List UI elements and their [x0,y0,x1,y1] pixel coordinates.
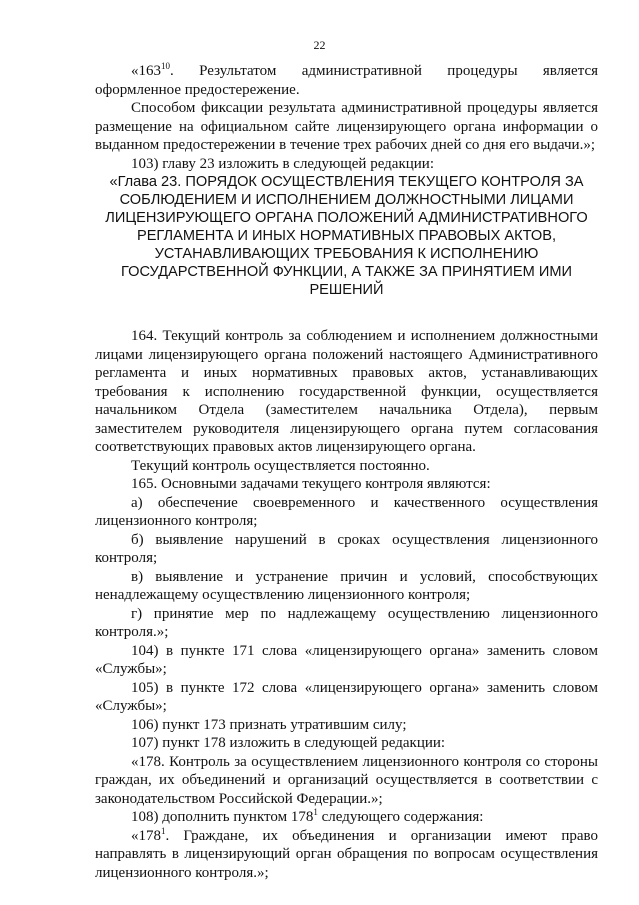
paragraph-178-1 [95,827,598,883]
paragraph-178: «178. Контроль за осуществлением лицензионного контроля со стороны граждан, их объединений и организаций осуществляется в соответствии с законодательством Российской Федерации.»; [95,753,598,807]
paragraph-103: 103) главу 23 изложить в следующей редакции: [131,155,434,172]
paragraph-text: «178 [131,827,161,844]
superscript: 1 [313,807,318,817]
superscript: 1 [161,825,166,836]
chapter-heading: «Глава 23. ПОРЯДОК ОСУЩЕСТВЛЕНИЯ ТЕКУЩЕГО КОНТРОЛЯ ЗА СОБЛЮДЕНИЕМ И ИСПОЛНЕНИЕМ ДОЛЖНОСТНЫМИ ЛИЦАМИ ЛИЦЕНЗИРУЮЩЕГО ОРГАНА ПОЛОЖЕНИЙ АДМИНИСТРАТИВНОГО РЕГЛАМЕНТА И ИНЫХ НОРМАТИВНЫХ ПРАВОВЫХ АКТОВ, УСТАНАВЛИВАЮЩИХ ТРЕБОВАНИЯ К ИСПОЛНЕНИЮ ГОСУДАРСТВЕННОЙ ФУНКЦИИ, А ТАКЖЕ ЗА ПРИНЯТИЕМ ИМИ РЕШЕНИЙ [105,174,588,298]
paragraph-165-a: а) обеспечение своевременного и качественного осуществления лицензионного контроля; [95,494,598,529]
superscript: 10 [161,61,170,71]
paragraph-text: . Результатом административной процедуры является оформленное предостережение. [95,63,598,98]
paragraph-current-control: Текущий контроль осуществляется постоянно. [131,457,430,474]
paragraph-165-v: в) выявление и устранение причин и условий, способствующих ненадлежащему осуществлению лицензионного контроля; [95,568,598,603]
paragraph-165-b: б) выявление нарушений в сроках осуществления лицензионного контроля; [95,531,598,566]
paragraph-107: 107) пункт 178 изложить в следующей редакции: [131,735,446,751]
spacer [95,299,598,327]
paragraph-106: 106) пункт 173 признать утратившим силу; [131,716,407,733]
paragraph-164: 164. Текущий контроль за соблюдением и исполнением должностными лицами лицензирующего органа положений настоящего Административного регламента и иных нормативных правовых актов, устанавливающих требования к исполнению государственной функции, осуществляется начальником Отдела (заместителем начальника Отдела), первым заместителем руководителя лицензирующего органа путем согласования соответствующих правовых актов лицензирующего органа. [95,328,598,455]
paragraph-text: 108) дополнить пунктом 178 [131,809,314,825]
paragraph-108 [95,808,598,827]
paragraph-text: . Граждане, их объединения и организации имеют право направлять в лицензирующий орган обращения по вопросам осуществления лицензионного контроля.»; [95,827,598,881]
paragraph-fixation: Способом фиксации результата административной процедуры является размещение на официальном сайте лицензирующего органа информации о выданном предостережении в течение трех рабочих дней со дня его выдачи.»; [95,100,598,153]
paragraph-165-g: г) принятие мер по надлежащему осуществлению лицензионного контроля.»; [95,605,598,640]
paragraph-165: 165. Основными задачами текущего контроля являются: [131,476,491,492]
paragraph-105: 105) в пункте 172 слова «лицензирующего органа» заменить словом «Службы»; [95,679,598,714]
document-body [95,62,598,882]
paragraph-text: следующего содержания: [317,809,484,825]
paragraph-text: «163 [131,63,161,79]
paragraph-163-10 [95,62,598,99]
paragraph-104: 104) в пункте 171 слова «лицензирующего органа» заменить словом «Службы»; [95,642,598,677]
page-number: 22 [313,38,326,52]
